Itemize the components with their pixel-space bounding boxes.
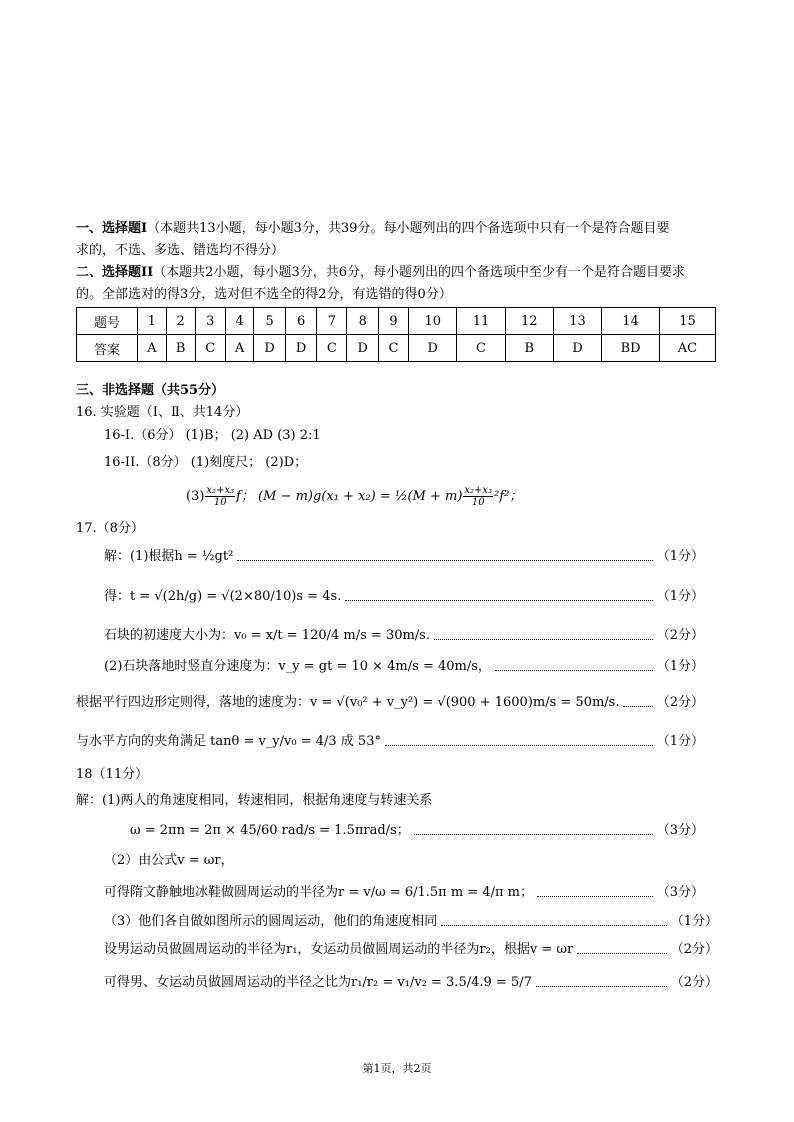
- q17-line1: [104, 548, 704, 566]
- q16-part2-3: (3) $\frac{\text{x₂+x₃}}{10}$ f； (M − m)g(x₁ + x₂) = ½(M + m) $\frac{\text{x₂+x₃}}{10}$ ²f²；: [186, 485, 523, 508]
- table-cell: 8: [347, 308, 378, 335]
- table-cell: 10: [409, 308, 457, 335]
- q17-title: 17.（8分）: [76, 521, 144, 536]
- q18-l5-text: （3）他们各自做如图所示的圆周运动，他们的角速度相同: [104, 914, 438, 929]
- section2-text: （本题共2小题，每小题3分，共6分，每小题列出的四个备选项中至少有一个是符合题目要求: [153, 265, 685, 280]
- q16-part1: 16-I.（6分） (1)B； (2) AD (3) 2:1: [104, 428, 321, 443]
- score: （1分）: [656, 734, 704, 749]
- score: （1分）: [670, 914, 718, 929]
- q17-l5-text: 根据平行四边形定则得，落地的速度为：v = √(v₀² + v_y²) = √(900 + 1600)m/s = 50m/s.: [76, 695, 620, 710]
- table-cell: 3: [195, 308, 225, 335]
- table-row-numbers: [77, 308, 716, 335]
- q17-line2: [104, 588, 704, 606]
- q17-l4-text: (2)石块落地时竖直分速度为：v_y = gt = 10 × 4m/s = 40m/s，: [104, 659, 491, 674]
- q18-l4-text: 可得隋文静触地冰鞋做圆周运动的半径为r = v/ω = 6/1.5π m = 4/π m；: [104, 885, 533, 900]
- section1-heading: [76, 220, 669, 238]
- table-cell: C: [317, 335, 347, 362]
- section2-text2: 的。全部选对的得3分，选对但不选全的得2分，有选错的得0分）: [76, 287, 452, 302]
- score: （2分）: [670, 942, 718, 957]
- table-cell: 15: [659, 308, 715, 335]
- table-cell: 4: [225, 308, 254, 335]
- q17-line3: [104, 627, 704, 645]
- q18-l7-text: 可得男、女运动员做圆周运动的半径之比为r₁/r₂ = v₁/v₂ = 3.5/4.9 = 5/7: [104, 975, 532, 990]
- q18-line2: [130, 822, 704, 840]
- table-cell: A: [225, 335, 254, 362]
- fraction: $\frac{\text{x₂+x₃}}{10}$: [464, 485, 493, 508]
- table-cell: B: [166, 335, 195, 362]
- table-cell: 13: [553, 308, 601, 335]
- header-label: 题号: [77, 308, 138, 335]
- section1-title: 一、选择题I: [76, 221, 148, 236]
- q18-line5: [104, 913, 718, 931]
- q18-line7: [104, 974, 718, 992]
- section1-text: （本题共13小题，每小题3分，共39分。每小题列出的四个备选项中只有一个是符合题目要: [147, 221, 670, 236]
- q16-title: 16. 实验题（Ⅰ、Ⅱ、共14分）: [76, 405, 249, 420]
- table-cell: 2: [166, 308, 195, 335]
- q18-title: 18（11分）: [76, 767, 149, 782]
- table-cell: 9: [378, 308, 408, 335]
- table-cell: D: [285, 335, 316, 362]
- table-cell: D: [254, 335, 285, 362]
- score: （2分）: [670, 975, 718, 990]
- section2-title: 二、选择题II: [76, 265, 154, 280]
- q18-l2-text: ω = 2πn = 2π × 45/60 rad/s = 1.5πrad/s；: [130, 823, 410, 838]
- table-cell: 14: [602, 308, 660, 335]
- table-cell: C: [378, 335, 408, 362]
- q18-line4: [104, 884, 704, 902]
- q17-l3-text: 石块的初速度大小为：v₀ = x/t = 120/4 m/s = 30m/s.: [104, 628, 430, 643]
- section1-text2: 求的，不选、多选、错选均不得分）: [76, 243, 285, 258]
- table-cell: C: [195, 335, 225, 362]
- score: （1分）: [656, 549, 704, 564]
- score: （2分）: [656, 695, 704, 710]
- page-footer: 第1页，共2页: [362, 1062, 432, 1075]
- table-cell: 1: [138, 308, 167, 335]
- table-row-answers: [77, 335, 716, 362]
- table-cell: 12: [505, 308, 553, 335]
- section2-heading: [76, 264, 685, 282]
- q18-line6: [104, 941, 718, 959]
- q17-l2-text: 得：t = √(2h/g) = √(2×80/10)s = 4s.: [104, 589, 342, 604]
- score: （1分）: [656, 589, 704, 604]
- table-cell: A: [138, 335, 167, 362]
- table-cell: 5: [254, 308, 285, 335]
- table-cell: D: [553, 335, 601, 362]
- table-cell: D: [409, 335, 457, 362]
- q16-part2-3-prefix: (3): [186, 489, 205, 504]
- q18-line1: 解：(1)两人的角速度相同，转速相同，根据角速度与转速关系: [76, 793, 433, 808]
- q17-l1-text: 解：(1)根据h = ½gt²: [104, 549, 234, 564]
- q16-part2: 16-II.（8分） (1)刻度尺； (2)D；: [104, 455, 308, 470]
- q17-line4: [104, 658, 704, 676]
- table-cell: B: [505, 335, 553, 362]
- table-cell: C: [457, 335, 505, 362]
- q18-l6-text: 设男运动员做圆周运动的半径为r₁，女运动员做圆周运动的半径为r₂，根据v = ωr: [104, 942, 574, 957]
- q17-l6-text: 与水平方向的夹角满足 tanθ = v_y/v₀ = 4/3 成 53°: [76, 734, 381, 749]
- table-cell: BD: [602, 335, 660, 362]
- table-cell: D: [347, 335, 378, 362]
- q18-line3: （2）由公式v = ωr，: [104, 853, 234, 868]
- q16-part2-3-tail: f； (M − m)g(x₁ + x₂) = ½(M + m): [236, 489, 463, 504]
- table-cell: 6: [285, 308, 316, 335]
- fraction: $\frac{\text{x₂+x₃}}{10}$: [206, 485, 235, 508]
- q17-line5: [76, 694, 704, 712]
- table-cell: 11: [457, 308, 505, 335]
- answer-label: 答案: [77, 335, 138, 362]
- table-cell: 7: [317, 308, 347, 335]
- q17-line6: [76, 733, 704, 751]
- score: （2分）: [656, 628, 704, 643]
- score: （3分）: [656, 823, 704, 838]
- score: （3分）: [656, 885, 704, 900]
- score: （1分）: [656, 659, 704, 674]
- answer-table: [76, 307, 716, 362]
- table-cell: AC: [659, 335, 715, 362]
- section3-title: 三、非选择题（共55分）: [76, 383, 225, 398]
